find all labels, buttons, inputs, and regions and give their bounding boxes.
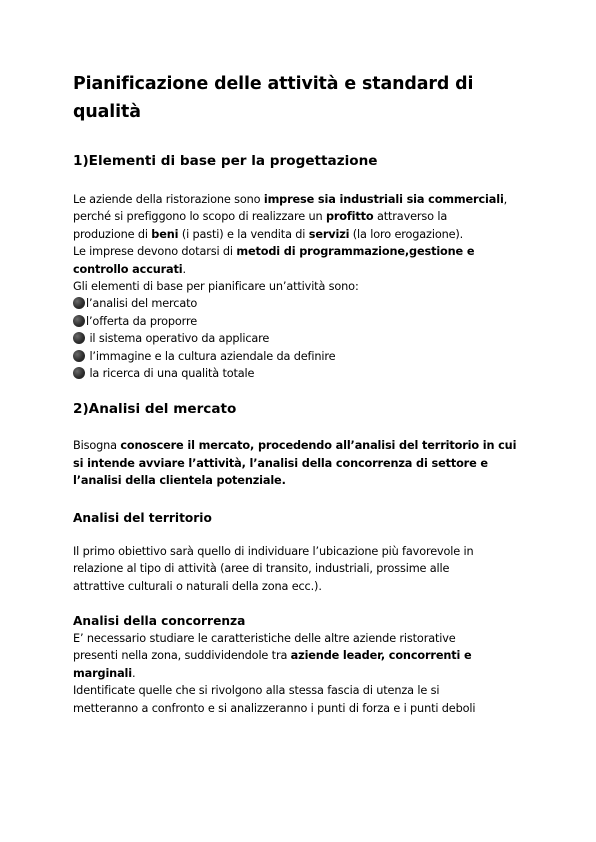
emphasis: imprese sia industriali sia commerciali — [263, 193, 504, 206]
bullet-dot-icon — [73, 315, 85, 327]
emphasis: controllo accurati — [73, 262, 183, 276]
emphasis: aziende leader, concorrenti e — [290, 649, 472, 663]
list-item: la ricerca di una qualità totale — [73, 365, 533, 382]
section1-paragraph — [73, 191, 533, 295]
concorrenza-paragraph — [73, 630, 533, 717]
emphasis-line: si intende avviare l’attività, l’analisi della concorrenza di settore e — [73, 456, 488, 470]
text-line: marginali. — [73, 666, 136, 680]
section-heading-elementi-base: 1)Elementi di base per la progettazione — [73, 153, 378, 169]
text-line: Identificate quelle che si rivolgono alla stessa fascia di utenza le si — [73, 684, 440, 698]
text-line: metteranno a confronto e si analizzeranno i punti di forza e i punti deboli — [73, 701, 476, 715]
text-line: relazione al tipo di attività (aree di transito, industriali, prossime alle — [73, 562, 450, 576]
text-line: Gli elementi di base per pianificare un’attività sono: — [73, 280, 359, 294]
text-line: controllo accurati. — [73, 262, 186, 276]
territorio-paragraph — [73, 543, 533, 595]
subsection-heading-territorio: Analisi del territorio — [73, 510, 212, 525]
bullet-dot-icon — [73, 297, 85, 309]
emphasis: conoscere il mercato, procedendo all’analisi del territorio in cui — [120, 439, 517, 453]
text-line: perché si prefiggono lo scopo di realizzare un profitto attraverso la — [73, 210, 448, 224]
document-title: Pianificazione delle attività e standard di qualità — [73, 74, 474, 122]
bullet-list — [73, 295, 533, 382]
emphasis: beni — [151, 227, 179, 241]
bullet-dot-icon — [73, 332, 85, 344]
text-line: Le aziende della ristorazione sono imprese sia industriali sia commerciali, — [73, 193, 508, 206]
list-item: l’offerta da proporre — [73, 313, 533, 330]
text-line: produzione di beni (i pasti) e la vendita di servizi (la loro erogazione). — [73, 227, 464, 241]
list-item: il sistema operativo da applicare — [73, 330, 533, 347]
bullet-dot-icon — [73, 350, 85, 362]
section2-paragraph — [73, 437, 533, 489]
section-heading-analisi-mercato: 2)Analisi del mercato — [73, 401, 237, 418]
list-item: l’analisi del mercato — [73, 295, 533, 312]
emphasis: metodi di programmazione,gestione e — [236, 245, 475, 259]
text-line: presenti nella zona, suddividendole tra aziende leader, concorrenti e — [73, 649, 472, 663]
text-line: Le imprese devono dotarsi di metodi di programmazione,gestione e — [73, 245, 475, 259]
emphasis: servizi — [308, 227, 350, 241]
emphasis-line: l’analisi della clientela potenziale. — [73, 474, 286, 488]
emphasis: marginali — [73, 666, 132, 680]
text-line: E’ necessario studiare le caratteristiche delle altre aziende ristorative — [73, 631, 456, 645]
emphasis: profitto — [325, 210, 374, 224]
list-item: l’immagine e la cultura aziendale da definire — [73, 348, 533, 365]
subsection-heading-concorrenza: Analisi della concorrenza — [73, 613, 246, 628]
bullet-dot-icon — [73, 367, 85, 379]
text-line: Bisogna conoscere il mercato, procedendo all’analisi del territorio in cui — [73, 439, 517, 453]
document-page — [73, 70, 533, 717]
text-line: Il primo obiettivo sarà quello di individuare l’ubicazione più favorevole in — [73, 544, 474, 558]
text-line: attrattive culturali o naturali della zona ecc.). — [73, 579, 322, 593]
